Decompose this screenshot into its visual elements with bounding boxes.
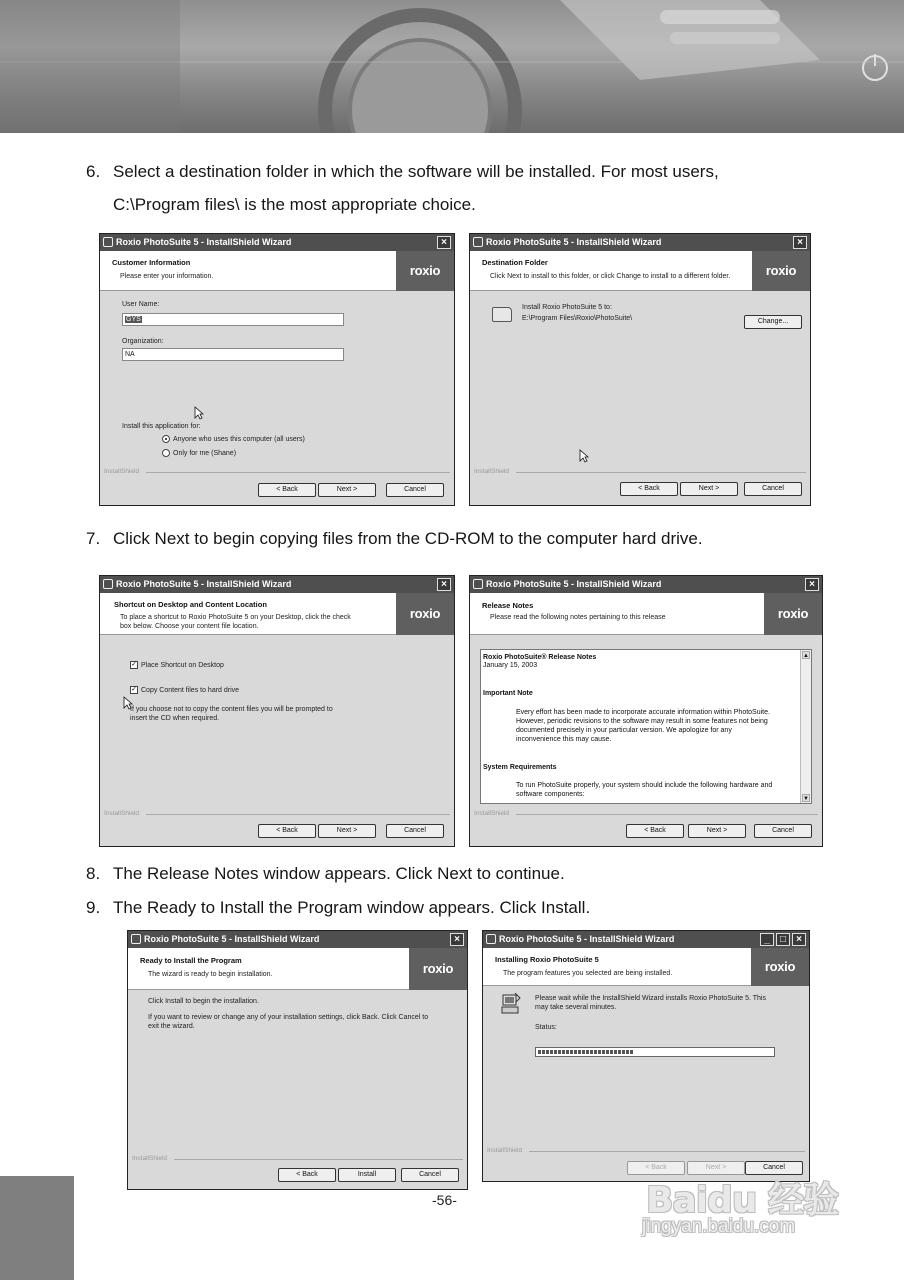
important-note-heading: Important Note: [483, 690, 533, 697]
step-number: 6.: [86, 162, 101, 181]
back-button[interactable]: < Back: [258, 483, 316, 497]
back-button[interactable]: < Back: [626, 824, 684, 838]
next-button[interactable]: Next >: [318, 483, 376, 497]
dialog-subheading: The program features you selected are being installed.: [503, 970, 673, 977]
cancel-button[interactable]: Cancel: [744, 482, 802, 496]
cancel-button[interactable]: Cancel: [386, 824, 444, 838]
progress-fill: [538, 1050, 634, 1054]
step-text: Select a destination folder in which the software will be installed. For most users,: [113, 162, 719, 181]
dialog-heading: Destination Folder: [482, 258, 548, 267]
dialog-heading: Customer Information: [112, 258, 191, 267]
dialog-subheading: Click Next to install to this folder, or click Change to install to a different folder.: [490, 273, 731, 280]
notes-scrollbar[interactable]: [800, 650, 811, 803]
step-text: The Ready to Install the Program window appears. Click Install.: [113, 898, 591, 917]
step-6: [86, 162, 719, 182]
title-bar: [470, 234, 810, 251]
dialog-subheading: Please read the following notes pertaining to this release: [490, 614, 666, 621]
step-6-line2: C:\Program files\ is the most appropriate choice.: [113, 195, 476, 214]
installing-dialog: [482, 930, 810, 1182]
title-bar: [470, 576, 822, 593]
dialog-header: [470, 593, 822, 635]
only-me-radio[interactable]: [162, 449, 170, 457]
back-button[interactable]: < Back: [620, 482, 678, 496]
close-icon[interactable]: ×: [805, 578, 819, 591]
watermark-url: jingyan.baidu.com: [642, 1216, 796, 1237]
window-title: Roxio PhotoSuite 5 - InstallShield Wizard: [116, 237, 292, 247]
title-bar: [100, 234, 454, 251]
ready-line-2: If you want to review or change any of your installation settings, click Back. Click Cancel to: [148, 1014, 429, 1021]
divider: [516, 472, 806, 473]
installshield-label: InstallShield: [104, 468, 140, 475]
notes-date: January 15, 2003: [483, 662, 538, 669]
step-9: [86, 898, 590, 918]
scroll-up-icon[interactable]: ▲: [803, 653, 809, 659]
close-icon[interactable]: ×: [437, 578, 451, 591]
shortcut-checkbox[interactable]: ✓: [131, 661, 137, 668]
shortcut-checkbox-label: Place Shortcut on Desktop: [141, 662, 224, 669]
installshield-label: InstallShield: [104, 810, 140, 817]
back-button[interactable]: < Back: [258, 824, 316, 838]
dialog-header: [100, 593, 454, 635]
ready-line-1: Click Install to begin the installation.: [148, 998, 259, 1005]
dialog-header: [470, 251, 810, 291]
baidu-watermark: [640, 1158, 862, 1250]
roxio-logo: roxio: [752, 251, 810, 291]
change-button[interactable]: Change...: [744, 315, 802, 329]
title-bar: [100, 576, 454, 593]
important-line-4: inconvenience this may cause.: [516, 736, 612, 743]
copy-content-checkbox-label: Copy Content files to hard drive: [141, 687, 240, 694]
next-button[interactable]: Next >: [680, 482, 738, 496]
divider: [516, 814, 818, 815]
step-number: 7.: [86, 529, 101, 548]
installing-line-2: may take several minutes.: [535, 1004, 617, 1011]
install-path: E:\Program Files\Roxio\PhotoSuite\: [522, 315, 633, 322]
sysreq-line-2: software components:: [516, 791, 585, 798]
install-computer-icon: [501, 993, 521, 1015]
window-title: Roxio PhotoSuite 5 - InstallShield Wizard: [144, 934, 320, 944]
copy-content-checkbox[interactable]: ✓: [131, 686, 137, 693]
divider: [146, 814, 450, 815]
dialog-heading: Shortcut on Desktop and Content Location: [114, 600, 267, 609]
installshield-label: InstallShield: [132, 1155, 168, 1162]
header-banner: [0, 0, 904, 133]
ready-to-install-dialog: [127, 930, 468, 1190]
cancel-button[interactable]: Cancel: [401, 1168, 459, 1182]
step-number: 8.: [86, 864, 101, 883]
divider: [174, 1159, 463, 1160]
back-button[interactable]: < Back: [278, 1168, 336, 1182]
cancel-button[interactable]: Cancel: [386, 483, 444, 497]
close-icon[interactable]: ×: [792, 933, 806, 946]
divider: [529, 1151, 805, 1152]
installer-icon: [473, 579, 483, 589]
window-title: Roxio PhotoSuite 5 - InstallShield Wizard: [486, 579, 662, 589]
close-icon[interactable]: ×: [793, 236, 807, 249]
next-button[interactable]: Next >: [318, 824, 376, 838]
close-icon[interactable]: ×: [450, 933, 464, 946]
maximize-icon[interactable]: □: [776, 933, 790, 946]
step-8: [86, 864, 565, 884]
dialog-header: [100, 251, 454, 291]
installer-icon: [473, 237, 483, 247]
system-requirements-heading: System Requirements: [483, 764, 557, 771]
installshield-label: InstallShield: [487, 1147, 523, 1154]
organization-label: Organization:: [122, 338, 164, 345]
step-number: 9.: [86, 898, 101, 917]
folder-icon: [492, 307, 512, 322]
step-text: Click Next to begin copying files from the CD-ROM to the computer hard drive.: [113, 529, 703, 548]
copy-note-line2: insert the CD when required.: [130, 715, 220, 722]
installer-icon: [131, 934, 141, 944]
next-button[interactable]: Next >: [687, 1161, 745, 1175]
user-name-input[interactable]: GYS: [122, 313, 344, 326]
installer-icon: [486, 934, 496, 944]
mouse-cursor-icon: [579, 449, 589, 463]
window-title: Roxio PhotoSuite 5 - InstallShield Wizard: [499, 934, 675, 944]
divider: [146, 472, 450, 473]
dialog-subheading-2: box below. Choose your content file location.: [120, 623, 259, 630]
installshield-label: InstallShield: [474, 810, 510, 817]
watermark-brand: Baidu 经验: [646, 1180, 839, 1221]
roxio-logo: roxio: [396, 593, 454, 635]
page-number: -56-: [432, 1192, 457, 1208]
installshield-label: InstallShield: [474, 468, 510, 475]
release-notes-dialog: [469, 575, 823, 847]
dialog-header: [483, 948, 809, 986]
installer-icon: [103, 579, 113, 589]
copy-note-line1: If you choose not to copy the content files you will be prompted to: [130, 706, 333, 713]
roxio-logo: roxio: [751, 948, 809, 986]
installer-icon: [103, 237, 113, 247]
install-for-label: Install this application for:: [122, 423, 201, 430]
step-7: [86, 529, 703, 549]
dialog-heading: Installing Roxio PhotoSuite 5: [495, 955, 599, 964]
notes-title: Roxio PhotoSuite® Release Notes: [483, 654, 597, 661]
install-progress-bar: [535, 1047, 775, 1057]
mouse-cursor-icon: [194, 406, 204, 420]
page-tab-block: [0, 1176, 74, 1280]
release-notes-text[interactable]: [480, 649, 812, 804]
installing-line-1: Please wait while the InstallShield Wizard installs Roxio PhotoSuite 5. This: [535, 995, 766, 1002]
roxio-logo: roxio: [396, 251, 454, 291]
only-me-label: Only for me (Shane): [173, 450, 237, 457]
destination-folder-dialog: [469, 233, 811, 506]
status-label: Status:: [535, 1024, 557, 1031]
important-line-1: Every effort has been made to incorporate accurate information within PhotoSuite.: [516, 709, 770, 716]
sysreq-line-1: To run PhotoSuite properly, your system should include the following hardware and: [516, 782, 773, 789]
dialog-header: [128, 948, 467, 990]
dialog-subheading: To place a shortcut to Roxio PhotoSuite 5 on your Desktop, click the check: [120, 614, 351, 621]
step-text: The Release Notes window appears. Click Next to continue.: [113, 864, 565, 883]
back-button[interactable]: < Back: [627, 1161, 685, 1175]
all-users-label: Anyone who uses this computer (all users): [173, 436, 305, 443]
important-line-3: documented precisely in your particular version. We apologize for any: [516, 727, 732, 734]
customer-information-dialog: [99, 233, 455, 506]
roxio-logo: roxio: [409, 948, 467, 990]
organization-input[interactable]: NA: [122, 348, 344, 361]
important-line-2: However, periodic revisions to the software may result in some features not being: [516, 718, 768, 725]
dialog-heading: Ready to Install the Program: [140, 956, 242, 965]
window-title: Roxio PhotoSuite 5 - InstallShield Wizard: [116, 579, 292, 589]
all-users-radio[interactable]: [162, 435, 170, 443]
close-icon[interactable]: ×: [437, 236, 451, 249]
title-bar: [483, 931, 809, 948]
window-title: Roxio PhotoSuite 5 - InstallShield Wizard: [486, 237, 662, 247]
shortcut-content-dialog: [99, 575, 455, 847]
cancel-button[interactable]: Cancel: [745, 1161, 803, 1175]
install-to-label: Install Roxio PhotoSuite 5 to:: [522, 304, 612, 311]
title-bar: [128, 931, 467, 948]
roxio-logo: roxio: [764, 593, 822, 635]
dialog-heading: Release Notes: [482, 601, 534, 610]
user-name-label: User Name:: [122, 301, 160, 308]
dialog-subheading: The wizard is ready to begin installation.: [148, 971, 273, 978]
minimize-icon[interactable]: _: [760, 933, 774, 946]
scroll-down-icon[interactable]: ▼: [803, 796, 809, 802]
cancel-button[interactable]: Cancel: [754, 824, 812, 838]
ready-line-3: exit the wizard.: [148, 1023, 195, 1030]
dialog-subheading: Please enter your information.: [120, 273, 214, 280]
install-button[interactable]: Install: [338, 1168, 396, 1182]
next-button[interactable]: Next >: [688, 824, 746, 838]
